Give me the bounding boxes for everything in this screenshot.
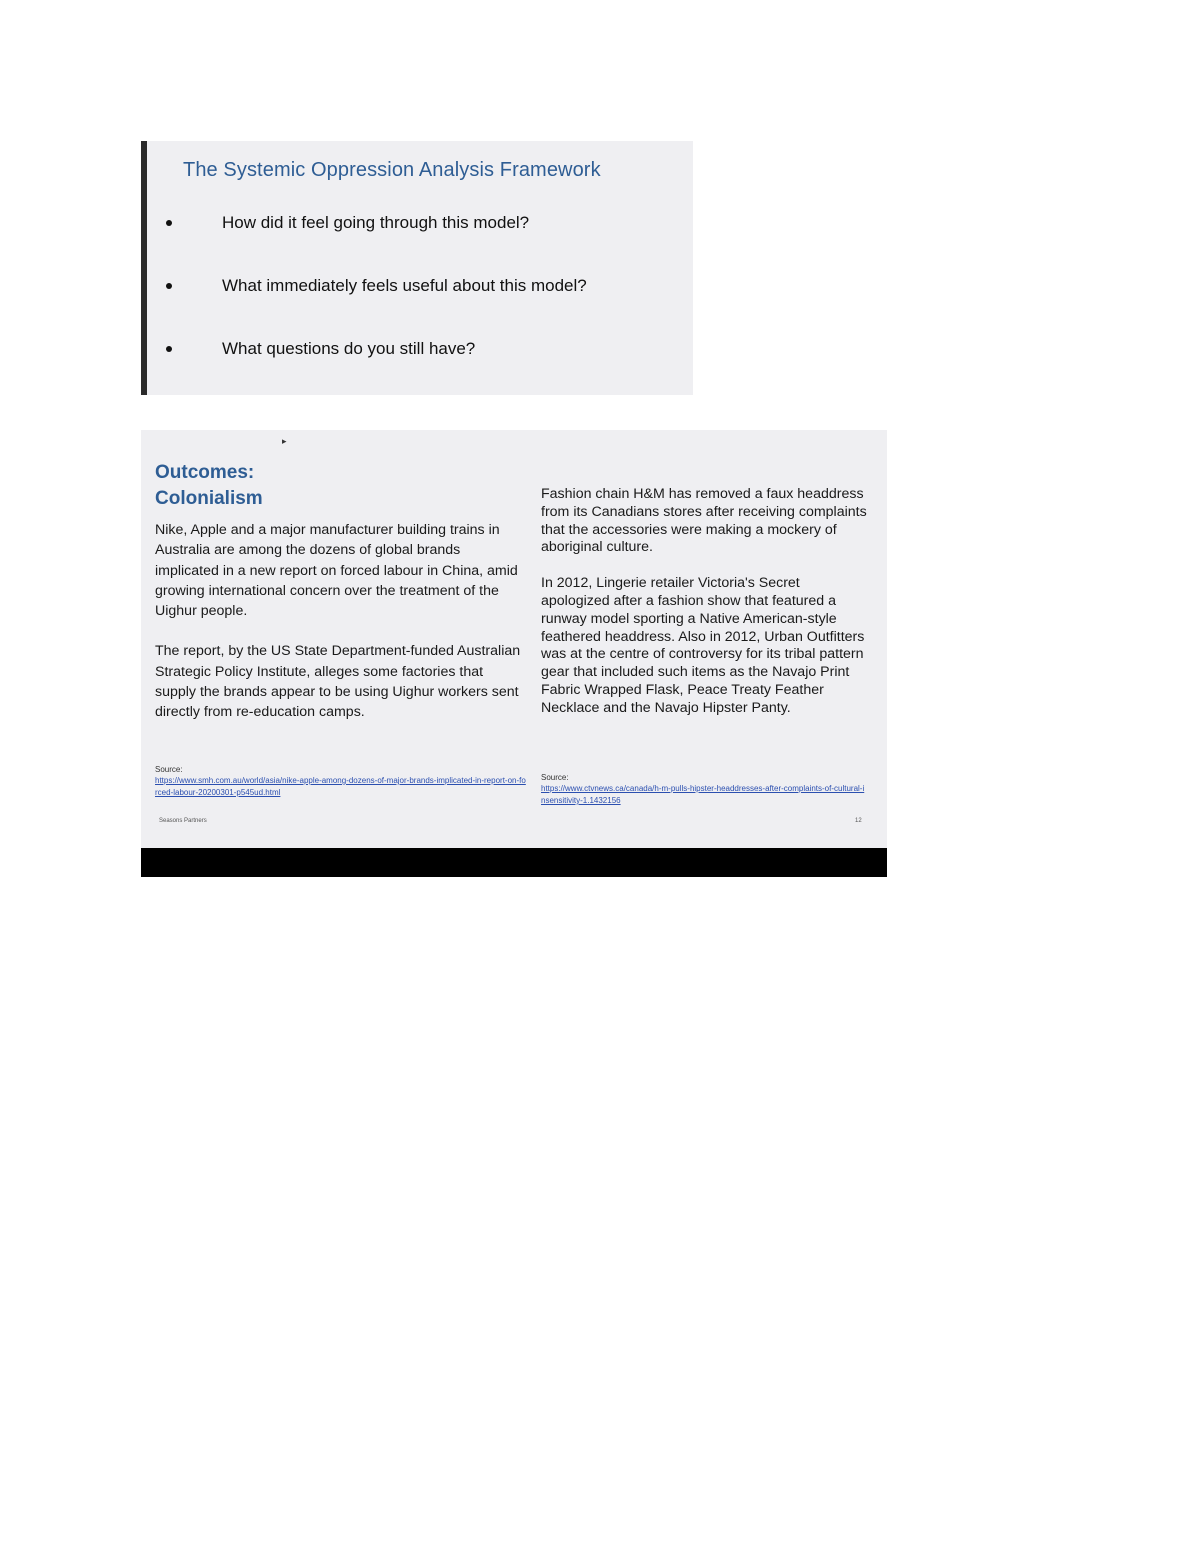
outcomes-slide-title [155, 460, 263, 512]
right-paragraph-2: In 2012, Lingerie retailer Victoria's Secret apologized after a fashion show that featured a runway model sporting a Native American-style feathered headdress. Also in 2012, Urban Outfitters was at the centre of controversy for its tribal pattern gear that included such items as the Navajo Print Fabric Wrapped Flask, Peace Treaty Feather Necklace and the Navajo Hipster Panty. [541, 575, 865, 716]
title-line-1: Outcomes: [155, 462, 255, 483]
left-source-label: Source: [155, 765, 183, 774]
framework-question [193, 339, 476, 359]
left-paragraph-2: The report, by the US State Department-funded Australian Strategic Policy Institute, alleges some factories that supply the brands appear to be using Uighur workers sent directly from re-education camps. [155, 643, 521, 721]
title-line-2: Colonialism [155, 488, 263, 509]
right-column [541, 486, 871, 718]
right-source [541, 772, 865, 807]
cursor-icon: ▸ [282, 436, 287, 446]
framework-slide-title: The Systemic Oppression Analysis Framework [183, 159, 601, 181]
slide-page-number: 12 [855, 818, 862, 824]
bullet-icon [166, 346, 172, 352]
right-source-label: Source: [541, 773, 569, 782]
left-column [155, 520, 527, 723]
framework-question-text: What questions do you still have? [222, 339, 476, 358]
framework-slide [141, 141, 693, 395]
framework-question [193, 213, 530, 233]
left-source-link[interactable]: https://www.smh.com.au/world/asia/nike-apple-among-dozens-of-major-brands-implicated-in-report-on-forced-labour-20200301-p545ud.html [155, 776, 526, 797]
left-source [155, 764, 527, 799]
slide-footer-brand: Seasons Partners [159, 818, 207, 824]
bullet-icon [166, 220, 172, 226]
framework-question-text: How did it feel going through this model? [222, 213, 530, 232]
right-source-link[interactable]: https://www.ctvnews.ca/canada/h-m-pulls-hipster-headdresses-after-complaints-of-cultural-insensitivity-1.1432156 [541, 784, 865, 805]
video-control-bar [141, 848, 887, 877]
left-paragraph-1: Nike, Apple and a major manufacturer building trains in Australia are among the dozens of global brands implicated in a new report on forced labour in China, amid growing international concern over the treatment of the Uighur people. [155, 522, 518, 620]
right-paragraph-1: Fashion chain H&M has removed a faux headdress from its Canadians stores after receiving complaints that the accessories were making a mockery of aboriginal culture. [541, 486, 867, 556]
framework-question-text: What immediately feels useful about this model? [222, 276, 587, 295]
bullet-icon [166, 283, 172, 289]
framework-question [193, 276, 587, 296]
outcomes-slide [141, 430, 887, 877]
